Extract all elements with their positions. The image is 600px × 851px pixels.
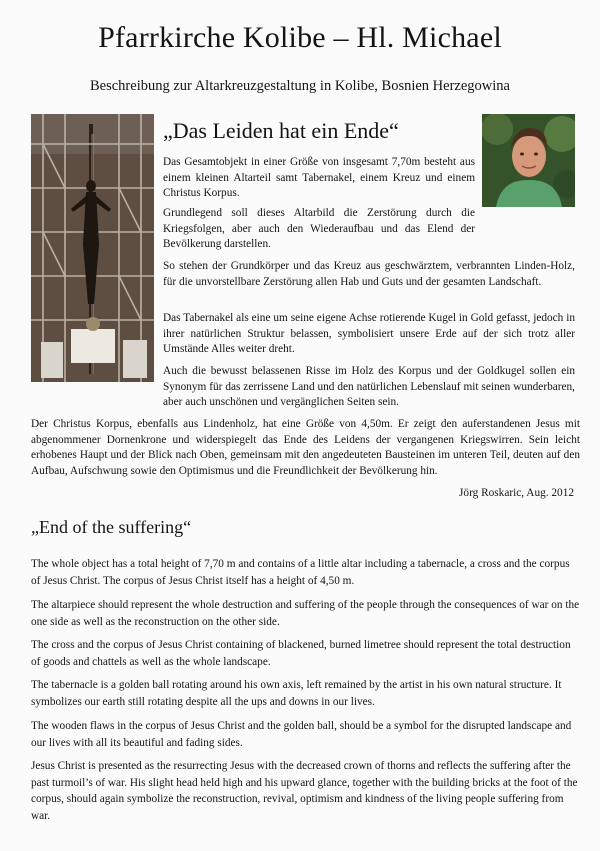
english-paragraph-5: The wooden flaws in the corpus of Jesus Christ and the golden ball, should be a symbol for the disrupted landscape and our lives with all its beautiful and fading sides. <box>31 720 572 749</box>
signature: Jörg Roskaric, Aug. 2012 <box>459 487 574 499</box>
german-paragraph-5: Auch die bewusst belassenen Risse im Holz des Korpus und der Goldkugel sollen ein Synonym für das zerrissene Land und den natürlichen Lebenslauf mit seinen wunderbaren, aber auch unschönen und vergänglichen Seiten sein. <box>163 365 575 408</box>
page-subtitle: Beschreibung zur Altarkreuzgestaltung in Kolibe, Bosnien Herzegowina <box>90 78 510 94</box>
english-heading: „End of the suffering“ <box>31 517 192 537</box>
german-paragraph-3: So stehen der Grundkörper und das Kreuz aus geschwärztem, verbrannten Linden-Holz, für die unvorstellbare Zerstörung allen Hab und Guts und der gesamten Landschaft. <box>163 260 575 288</box>
altar-cross-photo <box>31 114 154 382</box>
page-title: Pfarrkirche Kolibe – Hl. Michael <box>98 21 502 54</box>
artist-portrait-photo <box>482 114 575 207</box>
german-paragraph-4: Das Tabernakel als eine um seine eigene Achse rotierende Kugel in Gold gefasst, jedoch in ihrer natürlichen Struktur belassen, symbolisiert unsere Erde auf der sich trotz aller Umstände Alles weiter dreht. <box>163 312 575 355</box>
german-paragraph-2: Grundlegend soll dieses Altarbild die Zerstörung durch die Kriegsfolgen, aber auch den Wiederaufbau und das Elend der Bevölkerung darstellen. <box>163 207 475 250</box>
german-paragraph-6: Der Christus Korpus, ebenfalls aus Lindenholz, hat eine Größe von 4,50m. Er zeigt den auferstandenen Jesus mit abgenommener Dornenkrone und widerspiegelt das Ende des Leidens der vergangenen Kriegswirren. Sein leicht erhobenes Haupt und der Blick nach Oben, gemeinsam mit den angedeuteten Bausteinen im unteren Teil, deuten auf den Aufbau, Aufschwung sowie den Optimismus und die Freundlichkeit der Bevölkerung hin. <box>31 418 580 477</box>
english-paragraph-1: The whole object has a total height of 7,70 m and contains of a little altar including a tabernacle, a cross and the corpus of Jesus Christ. The corpus of Jesus Christ itself has a height of 4,50 m. <box>31 558 570 587</box>
english-paragraph-3: The cross and the corpus of Jesus Christ containing of blackened, burned limetree should represent the total destruction of goods and chattels as well as the whole landscape. <box>31 639 571 668</box>
german-heading: „Das Leiden hat ein Ende“ <box>163 118 399 143</box>
german-paragraph-1: Das Gesamtobjekt in einer Größe von insgesamt 7,70m besteht aus einem kleinen Altarteil samt Tabernakel, einem Kreuz und einem Christus Korpus. <box>163 156 475 199</box>
english-paragraph-4: The tabernacle is a golden ball rotating around his own axis, left remained by the artist in his own natural structure. It symbolizes our earth still rotating despite all the ups and downs in our lives. <box>31 679 562 708</box>
english-paragraph-2: The altarpiece should represent the whole destruction and suffering of the people through the consequences of war on the one side as well as the reconstruction on the other side. <box>31 599 580 628</box>
english-paragraph-6: Jesus Christ is presented as the resurrecting Jesus with the decreased crown of thorns and reflects the suffering after the past turmoil’s of war. His slight head held high and his upward glance, together with the building bricks at the foot of the corpus, should again symbolize the reconstruction, revival, optimism and kindness of the living people suffering from war. <box>31 760 578 822</box>
